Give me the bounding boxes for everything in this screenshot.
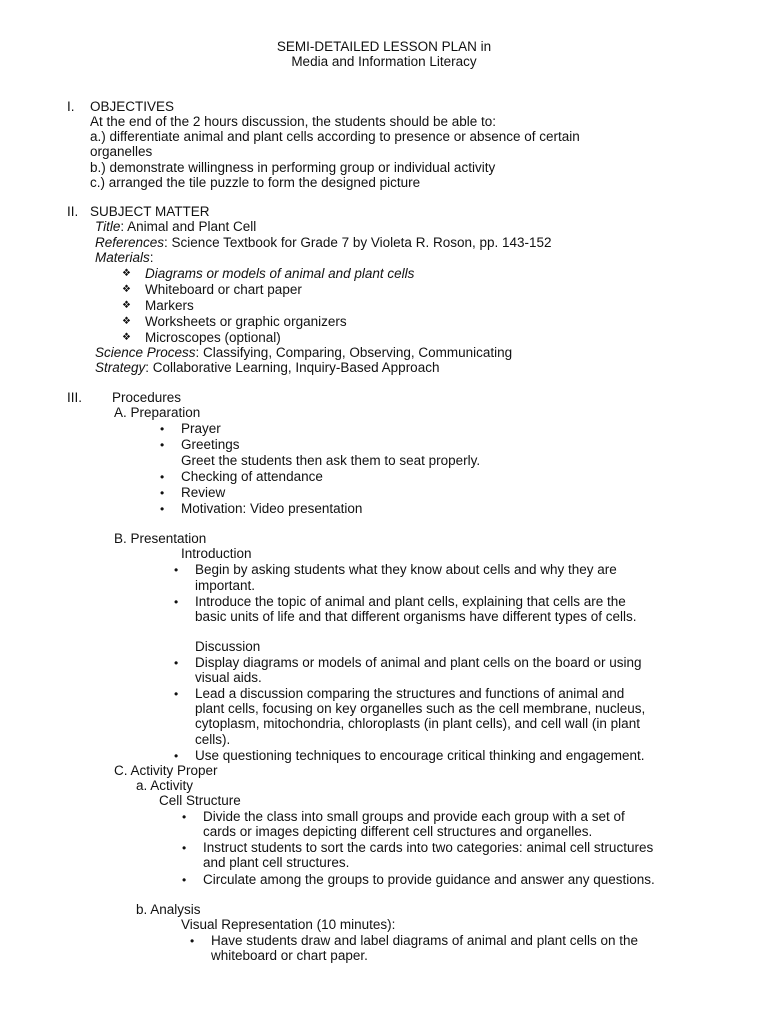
bullet-icon: ❖ [122,268,131,279]
discussion-item-cont: visual aids. [195,670,262,685]
discussion-item: Use questioning techniques to encourage critical thinking and engagement. [195,748,645,763]
activity-item: Instruct students to sort the cards into two categories: animal cell structures [203,840,654,855]
activity-item-cont: and plant cell structures. [203,855,350,870]
objective-b: b.) demonstrate willingness in performing group or individual activity [90,160,496,175]
preparation-item: Greetings [181,437,240,452]
bullet-icon: ❖ [122,332,131,343]
objectives-intro: At the end of the 2 hours discussion, the students should be able to: [90,114,497,129]
activity-heading: a. Activity [136,778,194,793]
introduction-item: Begin by asking students what they know about cells and why they are [195,562,617,577]
bullet-icon: • [160,502,165,516]
greetings-note: Greet the students then ask them to seat properly. [181,453,481,468]
preparation-item: Prayer [181,421,221,436]
bullet-icon: • [182,841,187,855]
document-title-line1: SEMI-DETAILED LESSON PLAN in [276,39,492,54]
objective-a-cont: organelles [90,144,153,159]
introduction-item-cont: important. [195,578,256,593]
bullet-icon: • [182,810,187,824]
bullet-icon: • [160,422,165,436]
activity-proper-heading: C. Activity Proper [114,763,218,778]
strategy-field [95,360,439,376]
objective-c: c.) arranged the tile puzzle to form the designed picture [90,175,421,190]
section-numeral: III. [67,390,83,405]
activity-item-cont: cards or images depicting different cell structures and organelles. [203,824,593,839]
materials-label: Materials [95,250,150,265]
title-label: Title [95,219,121,234]
preparation-item: Review [181,485,226,500]
preparation-heading: A. Preparation [114,405,201,420]
material-item: Worksheets or graphic organizers [145,314,347,329]
materials-field [95,250,154,266]
analysis-item-cont: whiteboard or chart paper. [211,948,368,963]
bullet-icon: • [182,873,187,887]
title-field [95,219,256,235]
activity-item: Circulate among the groups to provide guidance and answer any questions. [203,872,655,887]
bullet-icon: ❖ [122,284,131,295]
science-process-value: : Classifying, Comparing, Observing, Communicating [195,345,513,360]
bullet-icon: • [190,934,195,948]
bullet-icon: • [174,595,179,609]
title-value: : Animal and Plant Cell [120,219,257,234]
discussion-item-cont: plant cells, focusing on key organelles such as the cell membrane, nucleus, [195,701,646,716]
science-process-label: Science Process [95,345,196,360]
section-numeral: II. [67,204,79,219]
material-item [145,266,414,282]
materials-colon: : [149,250,154,265]
section-heading: OBJECTIVES [90,99,175,114]
bullet-icon: ❖ [122,300,131,311]
discussion-item: Display diagrams or models of animal and plant cells on the board or using [195,655,642,670]
material-item-text: Diagrams or models of animal and plant cells [145,266,415,281]
material-item: Markers [145,298,194,313]
preparation-item: Checking of attendance [181,469,323,484]
bullet-icon: • [160,438,165,452]
introduction-item: Introduce the topic of animal and plant cells, explaining that cells are the [195,594,626,609]
discussion-item-cont: cells). [195,732,231,747]
science-process-field [95,345,512,361]
analysis-heading: b. Analysis [136,902,201,917]
bullet-icon: • [174,749,179,763]
introduction-label: Introduction [181,546,252,561]
bullet-icon: • [174,656,179,670]
section-heading: SUBJECT MATTER [90,204,210,219]
presentation-heading: B. Presentation [114,531,207,546]
discussion-item-cont: cytoplasm, mitochondria, chloroplasts (in plant cells), and cell wall (in plant [195,716,640,731]
references-value: : Science Textbook for Grade 7 by Violeta R. Roson, pp. 143-152 [164,235,552,250]
references-field [95,235,552,251]
activity-item: Divide the class into small groups and provide each group with a set of [203,809,625,824]
bullet-icon: • [174,563,179,577]
bullet-icon: • [174,687,179,701]
discussion-item: Lead a discussion comparing the structures and functions of animal and [195,686,625,701]
analysis-item: Have students draw and label diagrams of animal and plant cells on the [211,933,639,948]
document-title-line2: Media and Information Literacy [291,54,477,69]
visual-representation-label: Visual Representation (10 minutes): [181,917,396,932]
strategy-value: : Collaborative Learning, Inquiry-Based Approach [145,360,440,375]
introduction-item-cont: basic units of life and that different organisms have different types of cells. [195,609,637,624]
bullet-icon: ❖ [122,316,131,327]
cell-structure-label: Cell Structure [159,793,241,808]
material-item: Microscopes (optional) [145,330,281,345]
bullet-icon: • [160,470,165,484]
material-item: Whiteboard or chart paper [145,282,302,297]
strategy-label: Strategy [95,360,146,375]
bullet-icon: • [160,486,165,500]
preparation-item: Motivation: Video presentation [181,501,363,516]
section-heading: Procedures [112,390,182,405]
references-label: References [95,235,165,250]
objective-a: a.) differentiate animal and plant cells according to presence or absence of certain [90,129,580,144]
section-numeral: I. [67,99,75,114]
discussion-label: Discussion [195,639,261,654]
